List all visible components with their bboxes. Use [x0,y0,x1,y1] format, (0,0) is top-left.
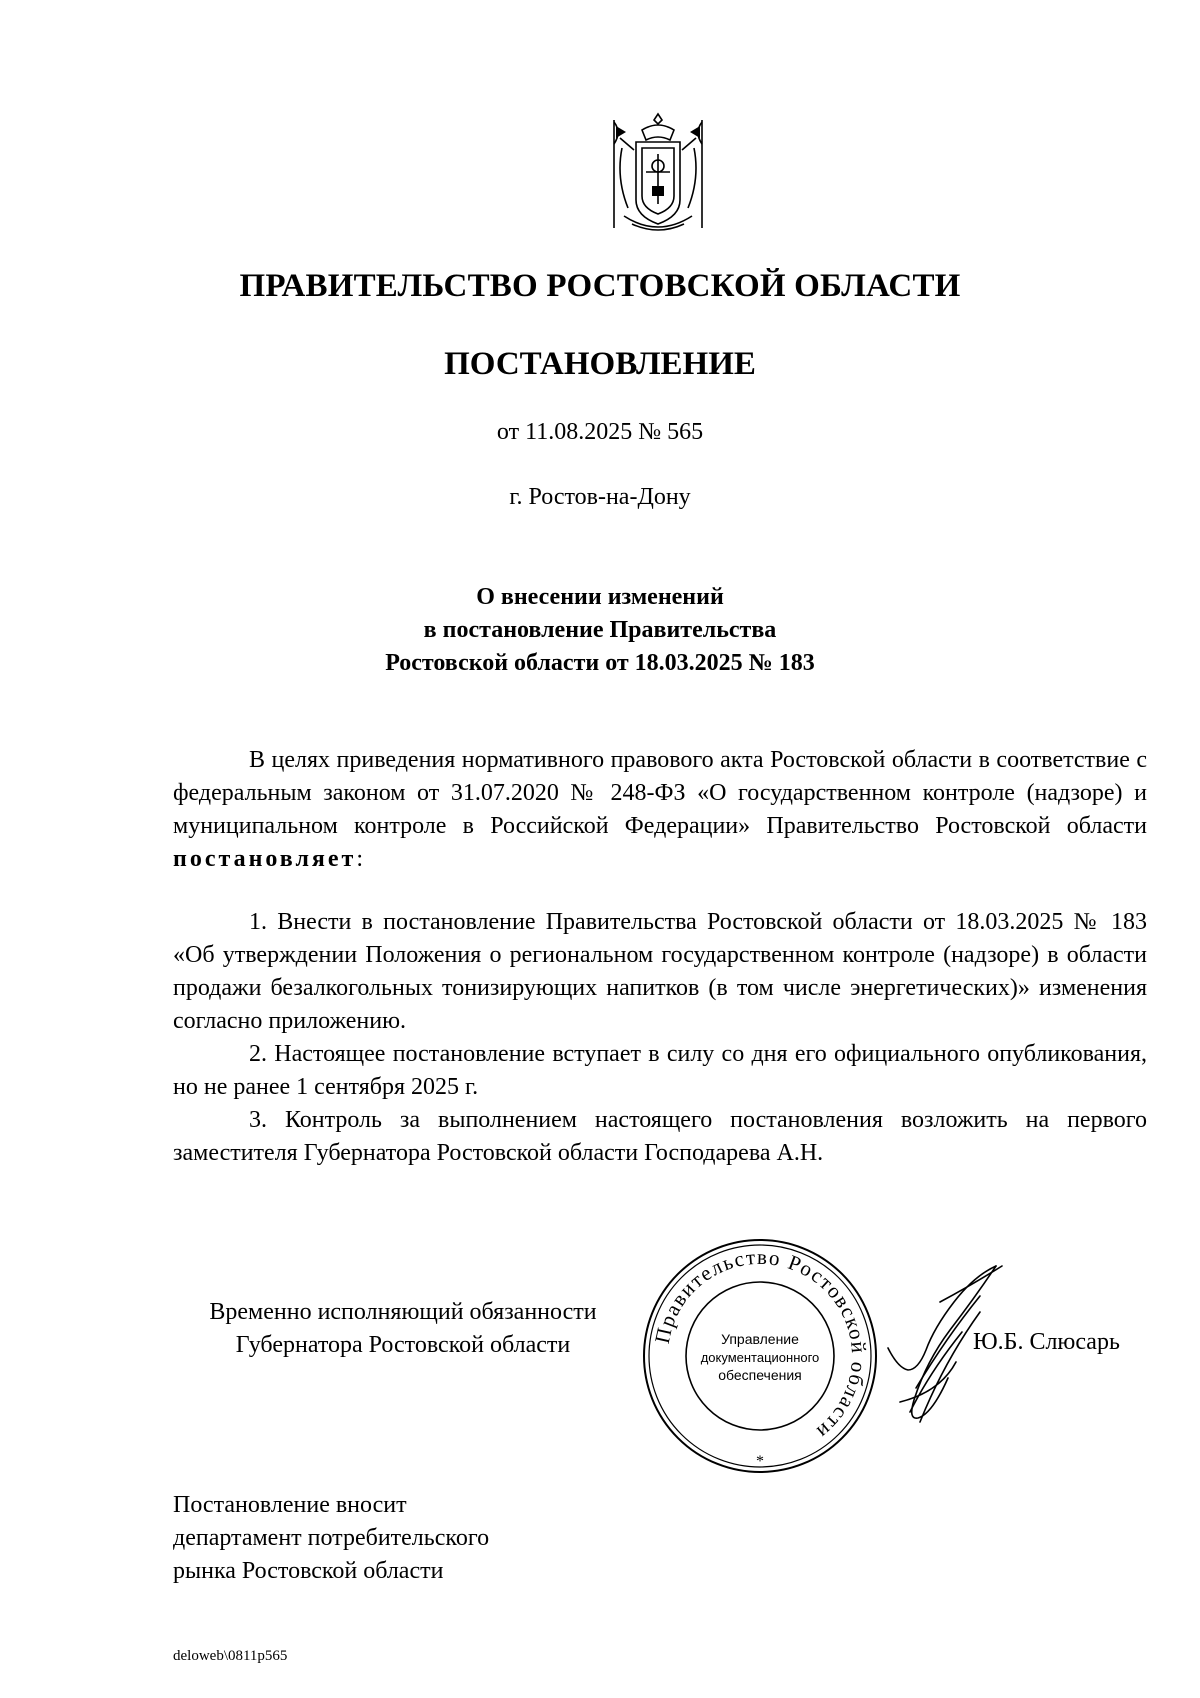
city: г. Ростов-на-Дону [509,484,691,510]
decree-point-1: 1. Внести в постановление Правительства Ростовской области от 18.03.2025 № 183 «Об утверждении Положения о региональном государственном контроле (надзоре) в области продажи безалкогольных тонизирующих напитков (в том числе энергетических)» изменения согласно приложению. [173,909,1147,1034]
subject-line-1: О внесении изменений [476,584,724,610]
coat-of-arms-icon [602,108,714,240]
introduced-by-line-2: департамент потребительского [173,1525,490,1551]
decree-point-3: 3. Контроль за выполнением настоящего постановления возложить на первого заместителя Губернатора Ростовской области Господарева А.Н. [173,1107,1147,1166]
stamp-center-line-1: Управление [721,1331,799,1347]
stamp-ring-text-path: Правительство Ростовской области [649,1244,872,1445]
preamble [173,744,1147,876]
signer-position-line-2: Губернатора Ростовской области [235,1332,571,1358]
decree-points [173,906,1147,1170]
official-stamp [640,1236,880,1476]
decree-word: постановляет [173,846,357,872]
preamble-colon: : [356,846,363,872]
introduced-by-line-3: рынка Ростовской области [173,1558,444,1584]
stamp-star: * [756,1453,764,1470]
subject-line-3: Ростовской области от 18.03.2025 № 183 [385,650,815,676]
preamble-paragraph [173,744,1147,876]
document-type: ПОСТАНОВЛЕНИЕ [444,346,756,382]
preamble-text: В целях приведения нормативного правового акта Ростовской области в соответствие с федеральным законом от 31.07.2020 № 248-ФЗ «О государственном контроле (надзоре) и муниципальном контроле в Российской Федерации» Правительство Ростовской области [173,747,1147,839]
organization-title: ПРАВИТЕЛЬСТВО РОСТОВСКОЙ ОБЛАСТИ [239,268,961,304]
introduced-by-line-1: Постановление вносит [173,1492,407,1518]
signer-name: Ю.Б. Слюсарь [973,1329,1120,1355]
introduced-by [173,1489,489,1588]
document-code: deloweb\0811p565 [173,1648,288,1664]
document-subject [0,581,1200,680]
signer-position [173,1296,633,1362]
stamp-center-line-3: обеспечения [718,1367,802,1383]
stamp-center-line-2: документационного [700,1350,820,1365]
subject-line-2: в постановление Правительства [423,617,777,643]
decree-point-2: 2. Настоящее постановление вступает в силу со дня его официального опубликования, но не ранее 1 сентября 2025 г. [173,1041,1147,1100]
signer-position-line-1: Временно исполняющий обязанности [209,1299,597,1325]
date-number: от 11.08.2025 № 565 [496,419,704,445]
